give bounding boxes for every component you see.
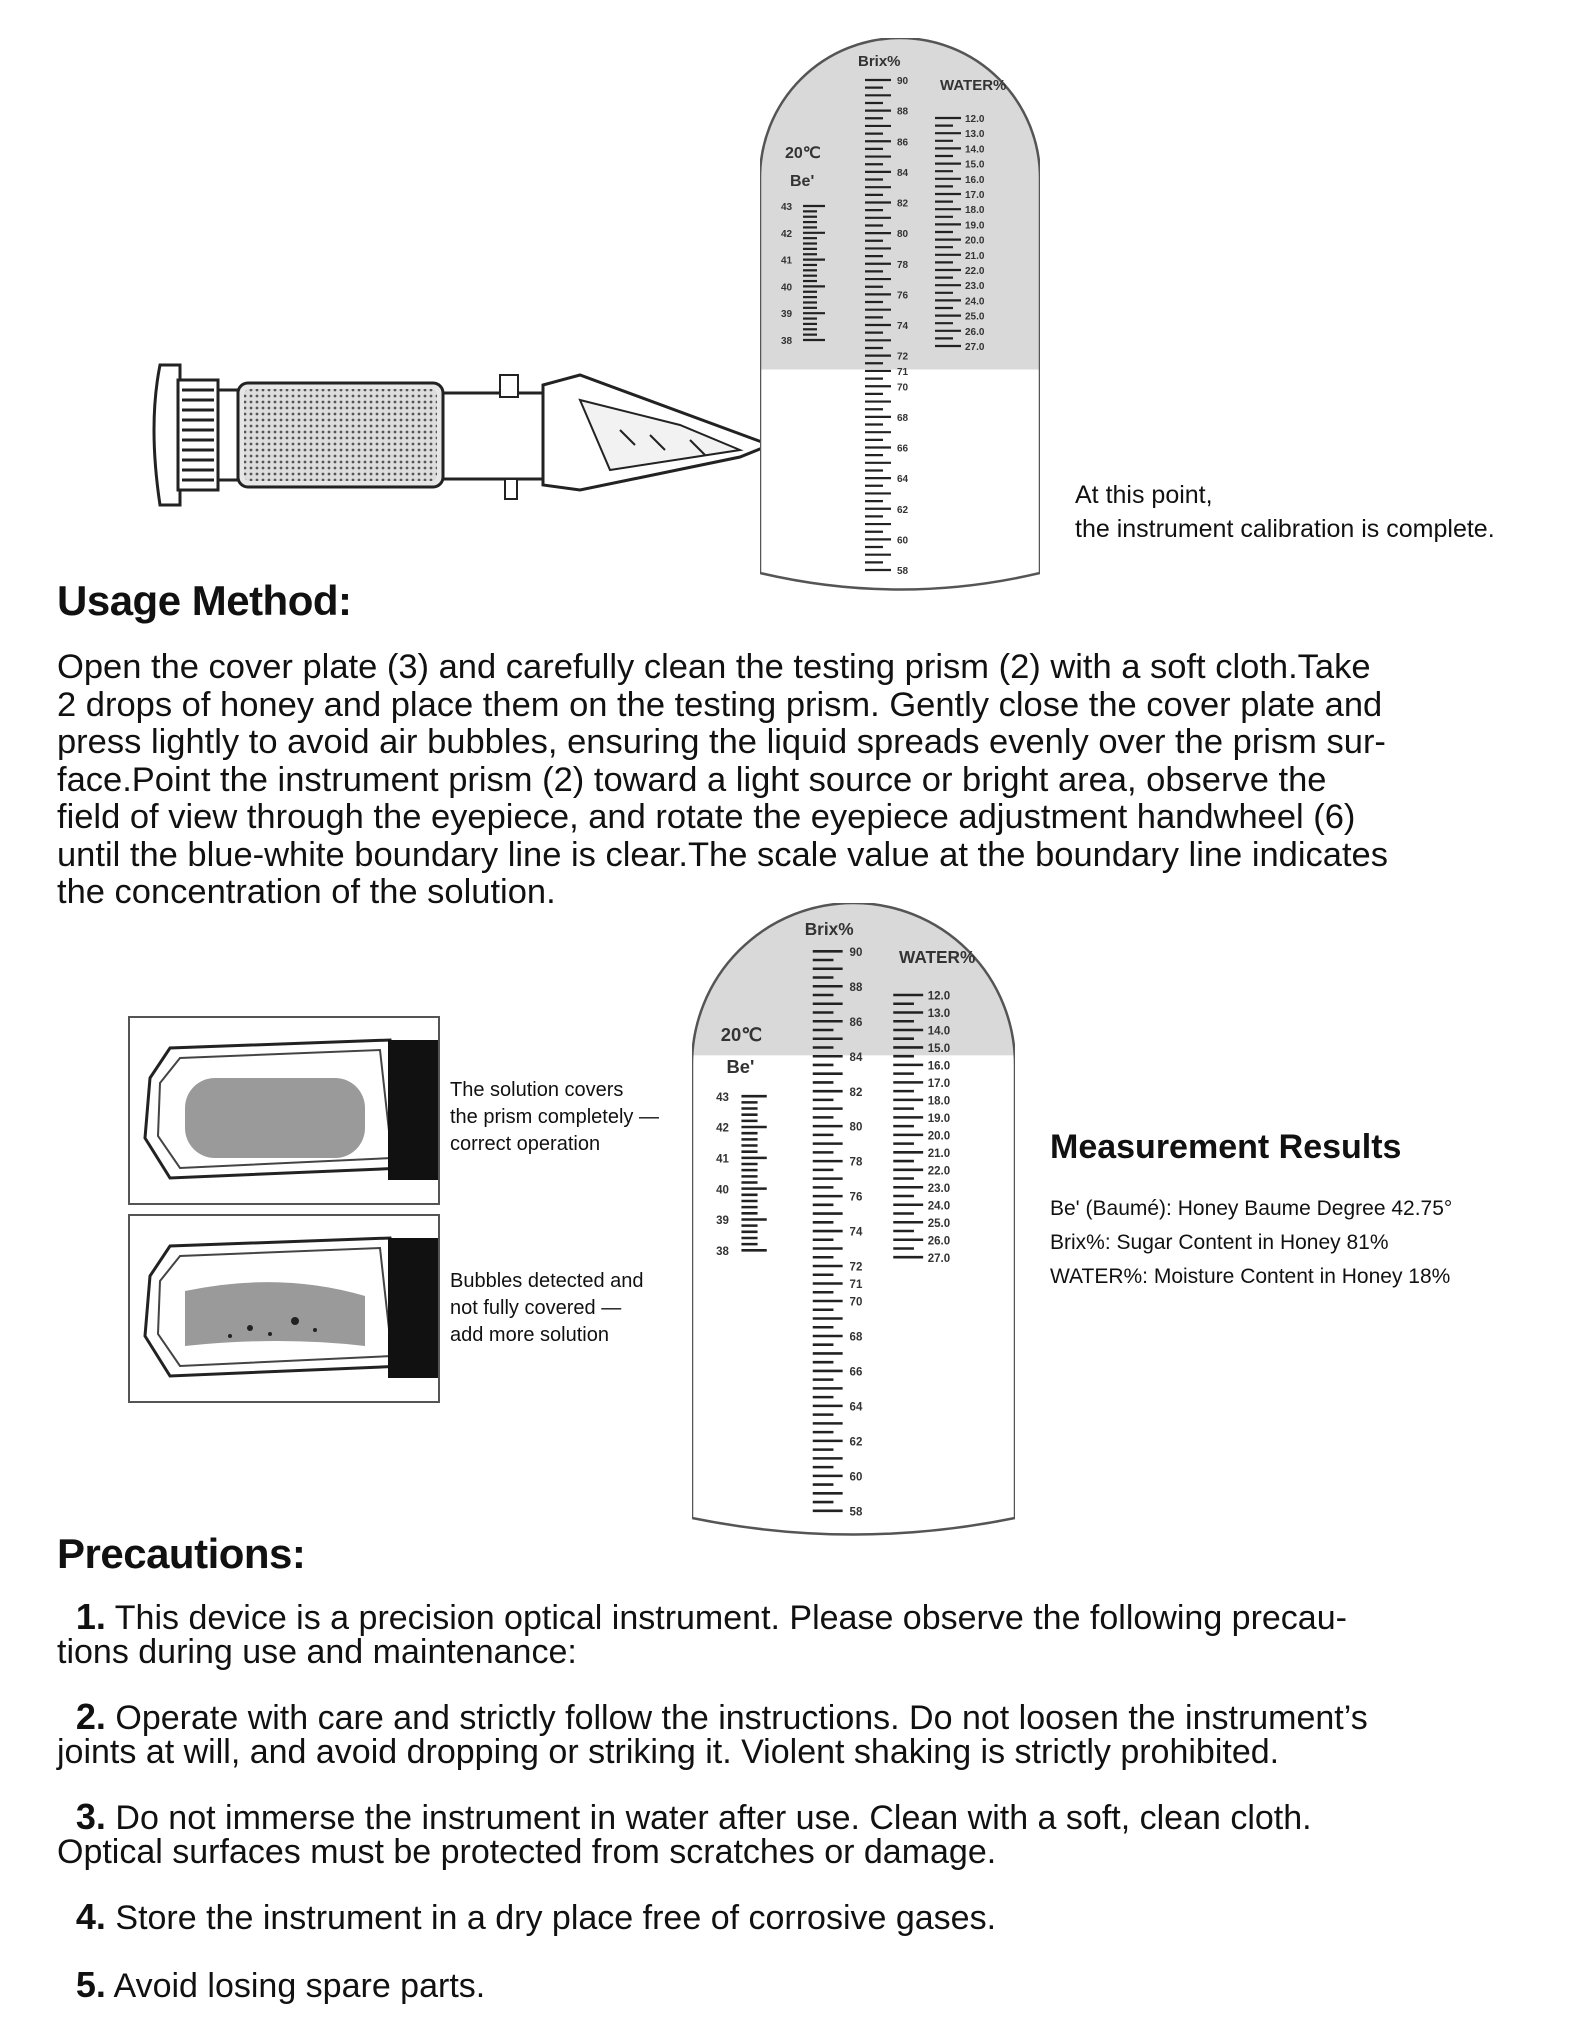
water-tick-label: 18.0 [927,1095,951,1108]
precaution-text: Do not immerse the instrument in water after use. Clean with a soft, clean cloth. [115,1799,1312,1837]
be-tick-label: 38 [781,336,793,347]
precaution-text: tions during use and maintenance: [57,1633,577,1671]
precaution-text: joints at will, and avoid dropping or striking it. Violent shaking is strictly prohibited. [57,1733,1280,1771]
be-tick-label: 39 [781,309,793,321]
water-tick-label: 13.0 [927,1008,951,1021]
water-tick-label: 21.0 [927,1147,951,1160]
precaution-text: Avoid losing spare parts. [113,1967,486,2005]
brix-tick-label: 64 [897,474,909,486]
brix-tick-label: 71 [897,366,909,378]
prism-good-example [128,1016,440,1205]
be-tick-label: 40 [716,1184,729,1197]
brix-tick-label: 70 [849,1296,863,1309]
usage-line: until the blue-white boundary line is clear.The scale value at the boundary line indicates [57,835,1388,874]
usage-heading: Usage Method: [57,577,352,624]
brix-tick-label: 82 [849,1086,863,1099]
water-tick-label: 25.0 [965,311,985,323]
brix-tick-label: 72 [897,351,909,363]
brix-label: Brix% [858,53,901,70]
brix-tick-label: 72 [849,1261,863,1274]
water-tick-label: 24.0 [927,1200,951,1213]
be-tick-label: 41 [716,1153,729,1166]
brix-tick-label: 60 [897,535,909,547]
prism-bad-example [128,1214,440,1403]
brix-tick-label: 80 [849,1121,863,1134]
water-tick-label: 22.0 [927,1165,951,1178]
brix-tick-label: 84 [849,1051,863,1064]
brix-tick-label: 78 [897,259,909,271]
be-tick-label: 43 [781,202,793,213]
water-tick-label: 22.0 [965,266,985,277]
brix-tick-label: 71 [849,1279,863,1292]
water-tick-label: 14.0 [927,1025,951,1038]
be-tick-label: 41 [781,255,793,267]
brix-tick-label: 68 [897,412,909,424]
result-water: WATER%: Moisture Content in Honey 18% [1050,1265,1451,1288]
calibration-note-line2: the instrument calibration is complete. [1075,515,1495,543]
refractometer-scale-result [692,903,1015,1543]
water-tick-label: 20.0 [927,1130,951,1143]
good-caption-line: correct operation [450,1133,601,1155]
usage-line: field of view through the eyepiece, and rotate the eyepiece adjustment handwheel (6) [57,798,1356,836]
precaution-number: 1. [75,1596,106,1637]
bad-caption-line: Bubbles detected and [450,1270,644,1292]
water-tick-label: 23.0 [927,1182,951,1195]
be-label: Be' [726,1056,755,1078]
water-label: WATER% [899,946,976,967]
water-tick-label: 26.0 [965,326,985,338]
brix-tick-label: 76 [849,1191,863,1204]
usage-line: face.Point the instrument prism (2) toward a light source or bright area, observe the [57,760,1327,799]
brix-tick-label: 66 [897,443,909,455]
precaution-number: 3. [75,1796,106,1837]
brix-tick-label: 86 [897,137,909,149]
water-tick-label: 26.0 [927,1235,951,1248]
water-tick-label: 27.0 [965,342,985,353]
results-heading: Measurement Results [1050,1128,1402,1166]
brix-tick-label: 78 [849,1156,863,1169]
water-tick-label: 16.0 [965,174,985,186]
water-tick-label: 25.0 [927,1217,951,1230]
result-be: Be' (Baumé): Honey Baume Degree 42.75° [1050,1197,1453,1220]
temp-label: 20℃ [720,1024,762,1045]
precaution-number: 5. [75,1964,106,2005]
precautions-heading: Precautions: [57,1530,306,1577]
brix-label: Brix% [804,919,854,940]
brix-tick-label: 70 [897,382,909,394]
brix-tick-label: 62 [849,1436,863,1449]
water-tick-label: 12.0 [927,990,951,1003]
refractometer-scale-top [760,38,1040,598]
precaution-text: This device is a precision optical instrument. Please observe the following precau- [114,1599,1347,1637]
brix-tick-label: 80 [897,229,909,241]
water-tick-label: 13.0 [965,129,985,141]
brix-tick-label: 82 [897,198,909,210]
be-tick-label: 38 [716,1245,729,1258]
be-tick-label: 42 [716,1122,729,1135]
brix-tick-label: 74 [897,321,909,332]
brix-tick-label: 68 [849,1331,863,1344]
brix-tick-label: 64 [849,1401,863,1414]
brix-tick-label: 86 [849,1016,863,1029]
bad-example-caption [450,1268,644,1349]
result-brix: Brix%: Sugar Content in Honey 81% [1050,1231,1389,1254]
be-tick-label: 40 [781,282,793,294]
water-tick-label: 21.0 [965,250,985,262]
precaution-item-5 [57,1964,1557,2005]
water-tick-label: 12.0 [965,114,985,125]
brix-tick-label: 90 [897,76,909,87]
precaution-item-1 [57,1596,1557,1671]
water-tick-label: 20.0 [965,235,985,247]
good-example-caption [450,1077,659,1158]
bad-caption-line: not fully covered — [450,1297,622,1319]
brix-tick-label: 84 [897,167,909,179]
brix-tick-label: 58 [849,1506,863,1519]
water-label: WATER% [940,77,1007,94]
bad-caption-line: add more solution [450,1324,609,1346]
brix-tick-label: 58 [897,566,909,577]
brix-tick-label: 88 [897,106,909,118]
brix-tick-label: 74 [849,1226,863,1239]
usage-line: press lightly to avoid air bubbles, ensuring the liquid spreads evenly over the prism sur- [57,723,1386,761]
water-tick-label: 16.0 [927,1060,951,1073]
brix-tick-label: 90 [849,946,863,959]
usage-line: Open the cover plate (3) and carefully clean the testing prism (2) with a soft cloth.Take [57,648,1371,686]
good-caption-line: The solution covers [450,1079,624,1101]
results-list [1050,1192,1452,1294]
precaution-item-4 [57,1896,1557,1937]
water-tick-label: 23.0 [965,281,985,293]
precaution-item-2 [57,1696,1557,1771]
usage-paragraph [57,649,1547,912]
water-tick-label: 19.0 [927,1112,951,1125]
water-tick-label: 15.0 [965,159,985,171]
usage-line: the concentration of the solution. [57,873,556,911]
calibration-note [1075,478,1495,546]
water-tick-label: 17.0 [965,190,985,201]
precaution-text: Store the instrument in a dry place free of corrosive gases. [115,1899,997,1937]
brix-tick-label: 62 [897,504,909,516]
precaution-number: 2. [75,1696,106,1737]
calibration-note-line1: At this point, [1075,481,1213,509]
good-caption-line: the prism completely — [450,1106,659,1128]
precaution-number: 4. [75,1896,106,1937]
brix-tick-label: 60 [849,1471,863,1484]
water-tick-label: 27.0 [927,1252,951,1265]
water-tick-label: 18.0 [965,205,985,217]
be-tick-label: 43 [716,1091,729,1104]
water-tick-label: 14.0 [965,144,985,156]
be-tick-label: 39 [716,1215,729,1228]
water-tick-label: 19.0 [965,220,985,232]
water-tick-label: 24.0 [965,296,985,308]
brix-tick-label: 88 [849,981,863,994]
precaution-text: Operate with care and strictly follow the instructions. Do not loosen the instrument’s [115,1699,1368,1737]
be-tick-label: 42 [781,228,793,240]
be-label: Be' [790,173,815,190]
temp-label: 20℃ [785,145,821,162]
water-tick-label: 15.0 [927,1043,951,1056]
usage-line: 2 drops of honey and place them on the testing prism. Gently close the cover plate and [57,685,1383,724]
refractometer-illustration [140,345,800,550]
precaution-item-3 [57,1796,1557,1871]
brix-tick-label: 66 [849,1366,863,1379]
water-tick-label: 17.0 [927,1078,951,1090]
precaution-text: Optical surfaces must be protected from scratches or damage. [57,1833,997,1871]
brix-tick-label: 76 [897,290,909,302]
